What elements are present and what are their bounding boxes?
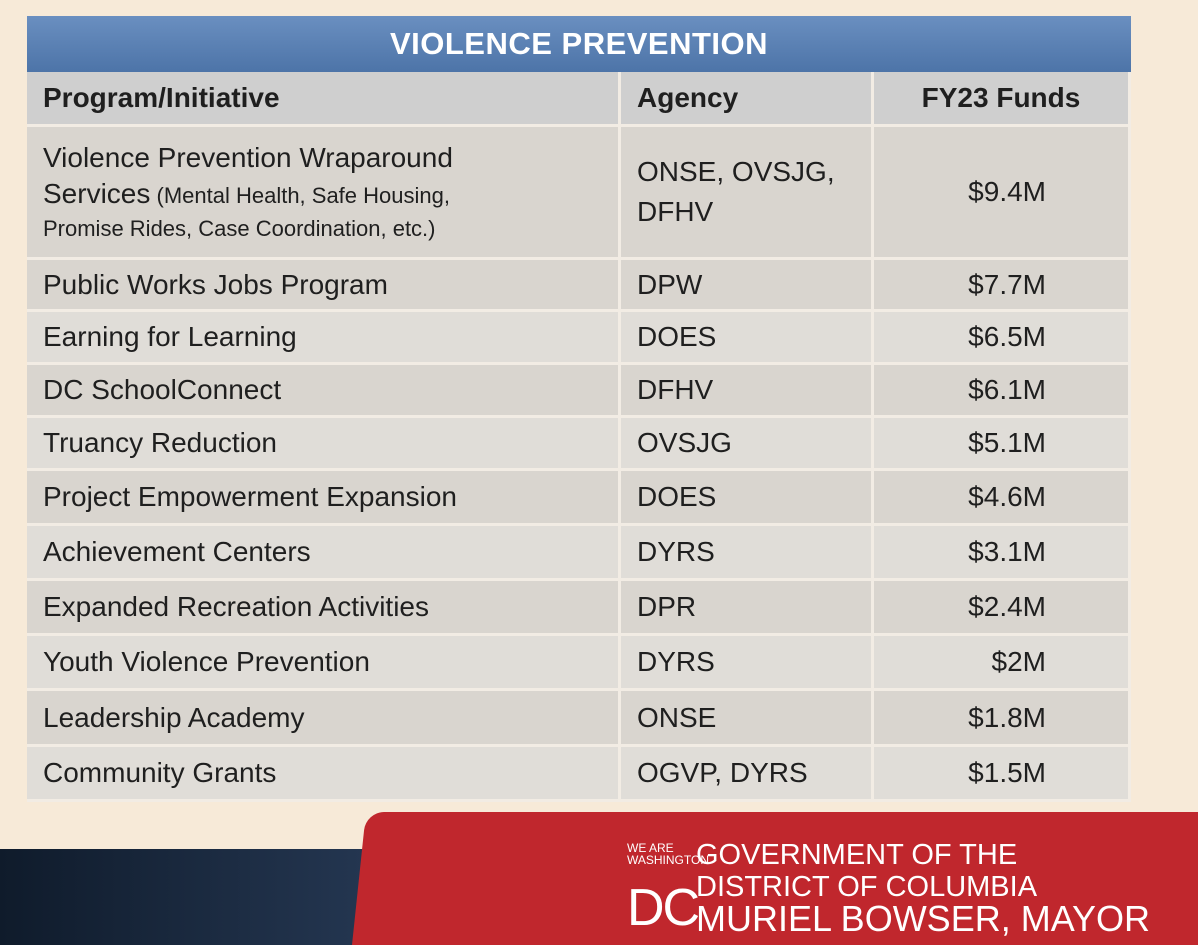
table-title: VIOLENCE PREVENTION [27, 16, 1131, 72]
table-row-agency: OVSJG [621, 418, 874, 471]
table-row-agency: OGVP, DYRS [621, 747, 874, 802]
footer-line-2: DISTRICT OF COLUMBIA [696, 871, 1038, 903]
table-row-program: Achievement Centers [27, 526, 621, 581]
table-row-funds: $1.8M [874, 691, 1131, 747]
column-header-funds: FY23 Funds [874, 72, 1131, 127]
table-row-program: Expanded Recreation Activities [27, 581, 621, 636]
table-row-funds: $7.7M [874, 260, 1131, 312]
table-row-program: Earning for Learning [27, 312, 621, 365]
table-row-agency: DPW [621, 260, 874, 312]
program-line-1: Violence Prevention Wraparound [43, 142, 453, 173]
table-row-program: Truancy Reduction [27, 418, 621, 471]
table-row-funds: $5.1M [874, 418, 1131, 471]
table-row-funds: $9.4M [874, 127, 1131, 260]
program-line-3: Promise Rides, Case Coordination, etc.) [43, 216, 436, 241]
table-row-program: Leadership Academy [27, 691, 621, 747]
table-row-funds: $3.1M [874, 526, 1131, 581]
column-header-agency: Agency [621, 72, 874, 127]
table-row-agency: DPR [621, 581, 874, 636]
footer-line-1: GOVERNMENT OF THE [696, 839, 1018, 871]
table-row-funds: $6.1M [874, 365, 1131, 418]
table-row-program: Project Empowerment Expansion [27, 471, 621, 526]
table-rows [27, 260, 1131, 802]
footer-line-3: MURIEL BOWSER, MAYOR [696, 898, 1151, 939]
program-line-2: Services (Mental Health, Safe Housing, [43, 178, 450, 209]
table-row-funds: $1.5M [874, 747, 1131, 802]
table-row-program: DC SchoolConnect [27, 365, 621, 418]
table-row-funds: $6.5M [874, 312, 1131, 365]
table-row-agency: ONSE [621, 691, 874, 747]
column-header-program: Program/Initiative [27, 72, 621, 127]
table-row-program: Community Grants [27, 747, 621, 802]
table-row-program: Youth Violence Prevention [27, 636, 621, 691]
table-row-funds: $4.6M [874, 471, 1131, 526]
table-row-agency: DOES [621, 312, 874, 365]
table-row-agency: DFHV [621, 365, 874, 418]
table-row-agency: DYRS [621, 526, 874, 581]
logo-tagline: WE ARE WASHINGTON [627, 841, 710, 867]
table-row-funds: $2.4M [874, 581, 1131, 636]
dc-logo-mark: DC [627, 879, 699, 937]
violence-prevention-table [27, 72, 1131, 260]
table-row-agency: DYRS [621, 636, 874, 691]
table-row-agency: DOES [621, 471, 874, 526]
table-row-program: Public Works Jobs Program [27, 260, 621, 312]
table-row-program [27, 127, 621, 260]
table-row-funds: $2M [874, 636, 1131, 691]
table-row-agency: ONSE, OVSJG, DFHV [621, 127, 874, 260]
